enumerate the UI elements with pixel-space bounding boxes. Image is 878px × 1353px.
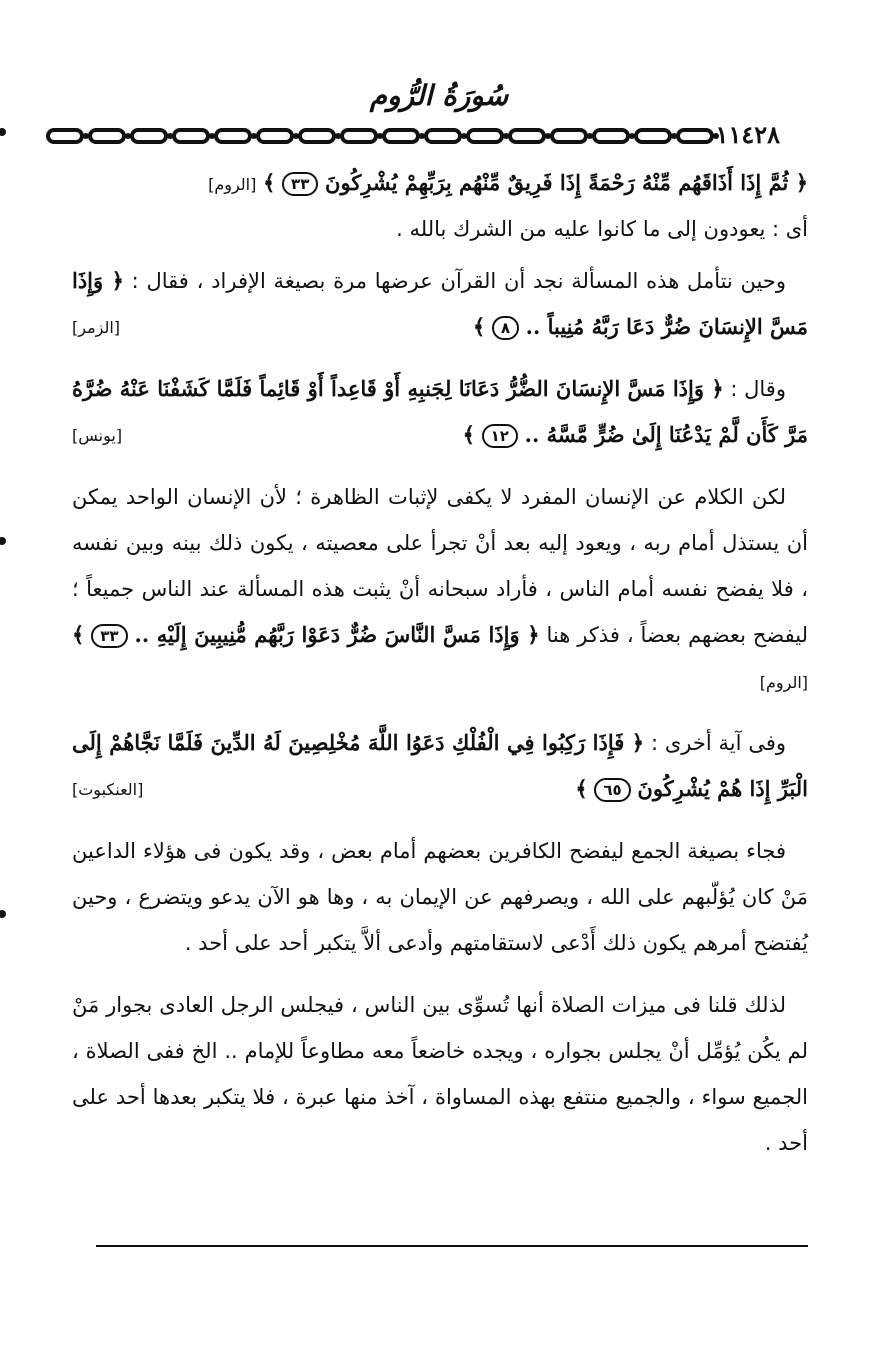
chain-dot [671, 133, 677, 139]
chain-dot [377, 133, 383, 139]
main-text [72, 160, 808, 1182]
chain-link [216, 130, 250, 142]
chain-dot [587, 133, 593, 139]
paragraph-text: لذلك قلنا فى ميزات الصلاة أنها تُسوِّى بين الناس ، فيجلس الرجل العادى بجوار مَنْ لم يكُن يُؤمِّل أنْ يجلس بجواره ، ويجده خاضعاً معه مطاوعاً للإمام .. الخ ففى الصلاة ، الجميع سواء ، والجميع منتفع بهذه المساواة ، آخذ منها عبرة ، فلا يتكبر بعدها أحد على أحد . [72, 993, 808, 1155]
chain-dot [629, 133, 635, 139]
verse-number: ٣٣ [91, 624, 127, 648]
chain-link [300, 130, 334, 142]
paragraph [72, 258, 808, 350]
paragraph-text: فجاء بصيغة الجمع ليفضح الكافرين بعضهم أمام بعض ، وقد يكون فى هؤلاء الداعين مَنْ كان يُؤلّبهم على الله ، ويصرفهم عن الإيمان به ، وها هو الآن يدعو ويتضرع ، وحين يُفتضح أمرهم يكون ذلك أَدْعى لاستقامتهم وأدعى ألاَّ يتكبر أحد على أحد . [72, 839, 808, 955]
ornamental-chain-border [44, 126, 724, 146]
paragraph [72, 828, 808, 966]
chain-link [384, 130, 418, 142]
chain-dot [167, 133, 173, 139]
chain-link [552, 130, 586, 142]
surah-reference: [العنكبوت] [72, 780, 144, 799]
chain-dot [503, 133, 509, 139]
chain-link [174, 130, 208, 142]
verse-close-bracket: ﴾ [263, 170, 276, 195]
paragraph [72, 366, 808, 458]
quran-verse: ﴿ وَإِذَا مَسَّ الإِنسَانَ ضُرٌّ دَعَا رَبَّهُ مُنِيباً .. [72, 268, 808, 339]
chain-dot [461, 133, 467, 139]
verse-close-bracket: ﴾ [462, 422, 475, 447]
quran-verse: ﴿ وَإِذَا مَسَّ الإِنسَانَ الضُّرُّ دَعَانَا لِجَنبِهِ أَوْ قَاعِداً أَوْ قَائِماً فَلَمَّا كَشَفْنَا عَنْهُ ضُرَّهُ مَرَّ كَأَن لَّمْ يَدْعُنَا إِلَىٰ ضُرٍّ مَّسَّهُ .. [72, 376, 808, 447]
chain-dot [125, 133, 131, 139]
chain-link [510, 130, 544, 142]
chain-link [468, 130, 502, 142]
verse-number: ١٢ [482, 424, 518, 448]
surah-reference: [الزمر] [72, 318, 121, 337]
paragraph-text: أى : يعودون إلى ما كانوا عليه من الشرك بالله . [396, 217, 808, 241]
paragraph [72, 474, 808, 704]
paragraph-text: لكن الكلام عن الإنسان المفرد لا يكفى لإثبات الظاهرة ؛ لأن الإنسان الواحد يمكن أن يستذل أمام ربه ، ويعود إليه بعد أنْ تجرأ على معصيته ، يكون ذلك بينه وبين نفسه ، فلا يفضح نفسه أمام الناس ، فأراد سبحانه أنْ يثبت هذه المسألة عند الناس جميعاً ؛ ليفضح بعضهم بعضاً ، فذكر هنا [72, 485, 808, 647]
surah-reference: [الروم] [208, 175, 257, 194]
chain-link [678, 130, 712, 142]
verse-number: ٨ [492, 316, 519, 340]
chain-link [90, 130, 124, 142]
chain-dot [83, 133, 89, 139]
edge-mark [0, 910, 6, 918]
chain-dot [545, 133, 551, 139]
quran-verse: ﴿ فَإِذَا رَكِبُوا فِي الْفُلْكِ دَعَوُا اللَّهَ مُخْلِصِينَ لَهُ الدِّينَ فَلَمَّا نَجَّاهُمْ إِلَى الْبَرِّ إِذَا هُمْ يُشْرِكُونَ [72, 730, 808, 801]
chain-link [636, 130, 670, 142]
paragraph [72, 982, 808, 1166]
verse-number: ٣٣ [282, 172, 318, 196]
chain-link [594, 130, 628, 142]
verse-number: ٦٥ [594, 778, 630, 802]
footer-rule [96, 1245, 808, 1247]
verse-close-bracket: ﴾ [472, 314, 486, 339]
chain-link [48, 130, 82, 142]
verse-close-bracket: ﴾ [72, 622, 85, 647]
chain-link [426, 130, 460, 142]
chain-dot [293, 133, 299, 139]
quran-verse: ﴿ ثُمَّ إِذَا أَذَاقَهُم مِّنْهُ رَحْمَةً إِذَا فَرِيقٌ مِّنْهُم بِرَبِّهِمْ يُشْرِكُونَ [325, 170, 808, 195]
chain-dot [419, 133, 425, 139]
paragraph-text: وفى آية أخرى : [650, 731, 787, 755]
paragraph [72, 720, 808, 812]
page-number: ١١٤٢٨ [715, 120, 780, 149]
chain-dot [251, 133, 257, 139]
chain-link [132, 130, 166, 142]
edge-mark [0, 128, 6, 136]
surah-reference: [يونس] [72, 426, 123, 445]
chain-link [342, 130, 376, 142]
surah-title: سُورَةُ الرُّوم [369, 79, 509, 112]
paragraph-text: وحين نتأمل هذه المسألة نجد أن القرآن عرضها مرة بصيغة الإفراد ، فقال : [131, 269, 786, 293]
edge-mark [0, 537, 6, 545]
verse-close-bracket: ﴾ [575, 776, 588, 801]
page-header [44, 122, 814, 150]
paragraph [72, 160, 808, 252]
chain-dot [209, 133, 215, 139]
surah-reference: [الروم] [759, 673, 808, 692]
chain-link [258, 130, 292, 142]
quran-verse: ﴿ وَإِذَا مَسَّ النَّاسَ ضُرٌّ دَعَوْا رَبَّهُم مُّنِيبِينَ إِلَيْهِ .. [134, 622, 540, 647]
paragraph-text: وقال : [730, 377, 786, 401]
chain-dot [335, 133, 341, 139]
